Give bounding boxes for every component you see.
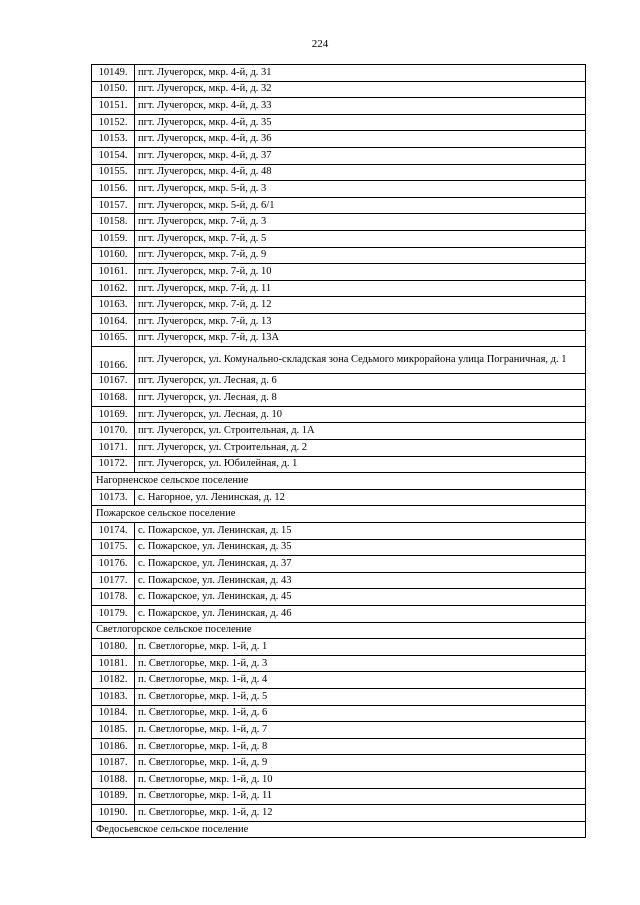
row-address: пгт. Лучегорск, ул. Строительная, д. 1А	[135, 423, 586, 440]
row-address: с. Пожарское, ул. Ленинская, д. 45	[135, 589, 586, 606]
row-number: 10187.	[92, 755, 135, 772]
table-row	[92, 65, 586, 82]
table-row	[92, 440, 586, 457]
row-address: пгт. Лучегорск, мкр. 7-й, д. 13А	[135, 330, 586, 347]
table-row	[92, 755, 586, 772]
table-row	[92, 489, 586, 506]
table-row	[92, 771, 586, 788]
table-row	[92, 313, 586, 330]
table-row	[92, 214, 586, 231]
row-address: пгт. Лучегорск, мкр. 4-й, д. 35	[135, 114, 586, 131]
table-row	[92, 131, 586, 148]
row-number: 10173.	[92, 489, 135, 506]
row-number: 10168.	[92, 390, 135, 407]
table-row	[92, 556, 586, 573]
row-address: с. Нагорное, ул. Ленинская, д. 12	[135, 489, 586, 506]
address-table	[91, 64, 586, 838]
address-table-body	[92, 65, 586, 838]
table-row	[92, 230, 586, 247]
row-address: п. Светлогорье, мкр. 1-й, д. 4	[135, 672, 586, 689]
row-number: 10154.	[92, 147, 135, 164]
row-number: 10150.	[92, 81, 135, 98]
table-row	[92, 98, 586, 115]
table-row	[92, 606, 586, 623]
section-title: Светлогорское сельское поселение	[92, 622, 586, 639]
section-title: Федосьевское сельское поселение	[92, 821, 586, 838]
table-row	[92, 655, 586, 672]
row-number: 10165.	[92, 330, 135, 347]
section-row	[92, 473, 586, 490]
table-row	[92, 639, 586, 656]
row-address: п. Светлогорье, мкр. 1-й, д. 8	[135, 738, 586, 755]
table-row	[92, 114, 586, 131]
table-row	[92, 688, 586, 705]
row-number: 10175.	[92, 539, 135, 556]
table-row	[92, 147, 586, 164]
table-row	[92, 539, 586, 556]
row-address: п. Светлогорье, мкр. 1-й, д. 12	[135, 805, 586, 822]
row-number: 10157.	[92, 197, 135, 214]
row-address: пгт. Лучегорск, ул. Лесная, д. 8	[135, 390, 586, 407]
table-row	[92, 373, 586, 390]
row-number: 10183.	[92, 688, 135, 705]
row-number: 10149.	[92, 65, 135, 82]
row-address: пгт. Лучегорск, мкр. 4-й, д. 33	[135, 98, 586, 115]
row-number: 10189.	[92, 788, 135, 805]
row-number: 10185.	[92, 722, 135, 739]
table-row	[92, 738, 586, 755]
row-address: пгт. Лучегорск, ул. Комунально-складская зона Седьмого микрорайона улица Пограничная, д. 1	[135, 347, 586, 374]
row-address: пгт. Лучегорск, мкр. 7-й, д. 12	[135, 297, 586, 314]
row-address: п. Светлогорье, мкр. 1-й, д. 3	[135, 655, 586, 672]
row-number: 10156.	[92, 181, 135, 198]
table-row	[92, 456, 586, 473]
row-number: 10155.	[92, 164, 135, 181]
table-row	[92, 164, 586, 181]
row-number: 10172.	[92, 456, 135, 473]
row-address: п. Светлогорье, мкр. 1-й, д. 5	[135, 688, 586, 705]
row-address: пгт. Лучегорск, мкр. 4-й, д. 37	[135, 147, 586, 164]
table-row	[92, 330, 586, 347]
row-number: 10151.	[92, 98, 135, 115]
table-row	[92, 406, 586, 423]
section-title: Пожарское сельское поселение	[92, 506, 586, 523]
table-row	[92, 805, 586, 822]
table-row	[92, 705, 586, 722]
row-address: пгт. Лучегорск, мкр. 7-й, д. 10	[135, 264, 586, 281]
section-row	[92, 622, 586, 639]
section-row	[92, 821, 586, 838]
row-address: с. Пожарское, ул. Ленинская, д. 35	[135, 539, 586, 556]
row-address: пгт. Лучегорск, мкр. 7-й, д. 5	[135, 230, 586, 247]
row-number: 10158.	[92, 214, 135, 231]
row-number: 10181.	[92, 655, 135, 672]
row-address: п. Светлогорье, мкр. 1-й, д. 9	[135, 755, 586, 772]
table-row	[92, 81, 586, 98]
row-number: 10184.	[92, 705, 135, 722]
row-number: 10177.	[92, 572, 135, 589]
row-number: 10164.	[92, 313, 135, 330]
row-address: пгт. Лучегорск, ул. Юбилейная, д. 1	[135, 456, 586, 473]
row-address: с. Пожарское, ул. Ленинская, д. 46	[135, 606, 586, 623]
row-address: пгт. Лучегорск, мкр. 7-й, д. 3	[135, 214, 586, 231]
row-number: 10171.	[92, 440, 135, 457]
row-address: пгт. Лучегорск, мкр. 4-й, д. 48	[135, 164, 586, 181]
row-number: 10179.	[92, 606, 135, 623]
row-number: 10170.	[92, 423, 135, 440]
row-number: 10166.	[92, 347, 135, 374]
row-number: 10160.	[92, 247, 135, 264]
row-address: пгт. Лучегорск, мкр. 4-й, д. 32	[135, 81, 586, 98]
table-row	[92, 390, 586, 407]
row-address: с. Пожарское, ул. Ленинская, д. 43	[135, 572, 586, 589]
row-number: 10176.	[92, 556, 135, 573]
row-address: пгт. Лучегорск, мкр. 5-й, д. 6/1	[135, 197, 586, 214]
row-number: 10162.	[92, 280, 135, 297]
row-address: пгт. Лучегорск, мкр. 4-й, д. 31	[135, 65, 586, 82]
row-number: 10169.	[92, 406, 135, 423]
row-address: пгт. Лучегорск, мкр. 4-й, д. 36	[135, 131, 586, 148]
table-row	[92, 572, 586, 589]
row-address: пгт. Лучегорск, мкр. 7-й, д. 11	[135, 280, 586, 297]
row-number: 10167.	[92, 373, 135, 390]
table-row	[92, 672, 586, 689]
row-address: п. Светлогорье, мкр. 1-й, д. 7	[135, 722, 586, 739]
row-address: с. Пожарское, ул. Ленинская, д. 15	[135, 523, 586, 540]
row-number: 10180.	[92, 639, 135, 656]
section-title: Нагорненское сельское поселение	[92, 473, 586, 490]
row-address: пгт. Лучегорск, ул. Лесная, д. 10	[135, 406, 586, 423]
section-row	[92, 506, 586, 523]
table-row	[92, 423, 586, 440]
table-row	[92, 197, 586, 214]
row-number: 10182.	[92, 672, 135, 689]
table-row	[92, 347, 586, 374]
row-address: пгт. Лучегорск, мкр. 7-й, д. 13	[135, 313, 586, 330]
row-number: 10161.	[92, 264, 135, 281]
row-address: с. Пожарское, ул. Ленинская, д. 37	[135, 556, 586, 573]
table-row	[92, 247, 586, 264]
row-number: 10152.	[92, 114, 135, 131]
row-number: 10159.	[92, 230, 135, 247]
row-address: пгт. Лучегорск, мкр. 5-й, д. 3	[135, 181, 586, 198]
row-address: пгт. Лучегорск, мкр. 7-й, д. 9	[135, 247, 586, 264]
table-row	[92, 722, 586, 739]
row-number: 10188.	[92, 771, 135, 788]
row-address: п. Светлогорье, мкр. 1-й, д. 6	[135, 705, 586, 722]
table-row	[92, 788, 586, 805]
row-address: п. Светлогорье, мкр. 1-й, д. 1	[135, 639, 586, 656]
row-address: пгт. Лучегорск, ул. Лесная, д. 6	[135, 373, 586, 390]
row-address: п. Светлогорье, мкр. 1-й, д. 11	[135, 788, 586, 805]
table-row	[92, 297, 586, 314]
row-number: 10178.	[92, 589, 135, 606]
table-row	[92, 264, 586, 281]
page-number: 224	[311, 38, 329, 50]
table-row	[92, 280, 586, 297]
table-row	[92, 589, 586, 606]
row-number: 10153.	[92, 131, 135, 148]
table-row	[92, 523, 586, 540]
row-number: 10163.	[92, 297, 135, 314]
row-address: п. Светлогорье, мкр. 1-й, д. 10	[135, 771, 586, 788]
row-number: 10174.	[92, 523, 135, 540]
row-number: 10186.	[92, 738, 135, 755]
table-row	[92, 181, 586, 198]
row-address: пгт. Лучегорск, ул. Строительная, д. 2	[135, 440, 586, 457]
row-number: 10190.	[92, 805, 135, 822]
